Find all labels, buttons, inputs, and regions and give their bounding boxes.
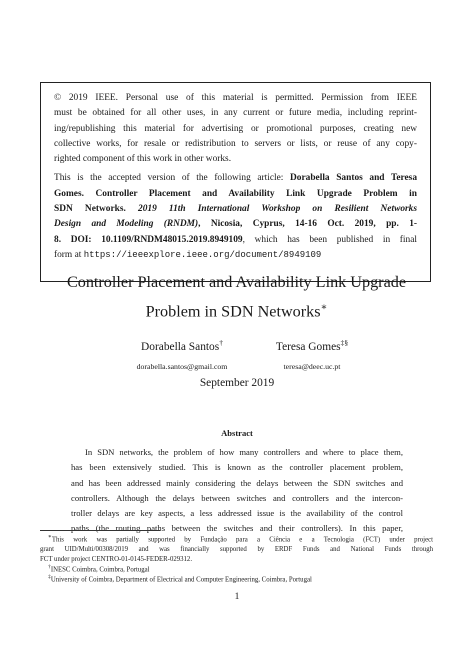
notice-line: must be obtained for all other uses, in any current or future media, including reprint- (54, 108, 417, 119)
footnote-mark: ∗ (48, 534, 52, 540)
title-footnote-mark: ∗ (320, 302, 328, 313)
footnote-line: University of Coimbra, Department of Electrical and Computer Engineering, Coimbra, Portugal (50, 576, 312, 584)
authors-block (0, 336, 474, 376)
author-mark: † (219, 338, 223, 347)
footnote-line: This work was partially supported by Fundação para a Ciência e a Tecnologia (FCT) under project (51, 536, 433, 544)
author-name: Teresa Gomes (275, 340, 341, 353)
notice-line: collective works, for resale or redistribution to servers or lists, or reuse of any copy- (54, 138, 417, 149)
article-title-end: SDN Networks. (54, 204, 126, 215)
article-citation-line (54, 171, 417, 186)
article-conference-cont: Design and Modeling (RNDM) (54, 219, 199, 230)
article-authors: Dorabella Santos and Teresa (290, 173, 418, 184)
article-doi: 8. DOI: 10.1109/RNDM48015.2019.8949109 (54, 234, 243, 245)
footnote-line: grant UID/Multi/00308/2019 and was financially supported by ERDF Funds and National Funds through (40, 546, 433, 554)
author-name: Dorabella Santos (141, 340, 220, 353)
notice-line: ing/republishing this material for advertising or promotional purposes, creating new (54, 123, 417, 134)
author-santos (112, 336, 252, 371)
author-mark: ‡§ (340, 338, 349, 347)
abstract-line: troller delays are key aspects, a less addressed issue is the availability of the control (71, 508, 403, 519)
abstract-line: In SDN networks, the problem of how many controllers and where to place them, (85, 447, 403, 457)
article-form: form at (54, 249, 82, 260)
author-email: dorabella.santos@gmail.com (136, 361, 228, 371)
article-intro: This is the accepted version of the following article: (54, 173, 284, 184)
article-location: , Nicosia, Cyprus, 14-16 Oct. 2019, pp. 1- (198, 219, 418, 230)
title-line-2: Problem in SDN Networks (145, 302, 321, 321)
copyright-notice-box (40, 82, 431, 282)
article-citation-line (54, 233, 417, 248)
footnote-line: INESC Coimbra, Coimbra, Portugal (50, 566, 150, 574)
article-conference: 2019 11th International Workshop on Resilient Networks (138, 204, 417, 215)
abstract-line: has been extensively studied. This is known as the controller placement problem, (71, 462, 403, 473)
article-published: , which has been published in final (242, 234, 417, 245)
abstract-line: paths (the routing paths between the switches and their controllers). In this paper, (71, 523, 403, 534)
footnote-affiliation-2 (40, 573, 433, 585)
article-citation-line (54, 202, 417, 217)
article-citation-line (54, 248, 417, 263)
title-line (40, 295, 433, 324)
abstract-body (71, 445, 403, 537)
author-email: teresa@deec.uc.pt (283, 361, 341, 371)
abstract-line: and has been addressed mainly considering the delays between the SDN switches and (71, 477, 403, 488)
paper-date: September 2019 (199, 377, 275, 389)
notice-line: © 2019 IEEE. Personal use of this material is permitted. Permission from IEEE (54, 93, 417, 103)
footnote-funding (40, 533, 433, 565)
article-url-link[interactable]: https://ieeexplore.ieee.org/document/8949109 (83, 249, 322, 260)
abstract-heading: Abstract (221, 428, 253, 438)
abstract-line: controllers. Although the delays between switches and controllers and the intercon- (71, 492, 403, 503)
article-title-line: Gomes. Controller Placement and Availability Link Upgrade Problem in (54, 188, 417, 199)
footnote-line: FCT under project CENTRO-01-0145-FEDER-029312. (40, 555, 193, 563)
page-number: 1 (234, 592, 240, 602)
notice-line: righted component of this work in other works. (54, 154, 232, 165)
paper-title (40, 270, 433, 324)
title-line: Controller Placement and Availability Link Upgrade (66, 273, 407, 291)
footnote-mark: † (48, 564, 51, 570)
footnote-divider (40, 530, 160, 531)
footnote-mark: ‡ (48, 574, 51, 580)
article-citation-line (54, 217, 417, 232)
author-gomes (256, 336, 368, 371)
